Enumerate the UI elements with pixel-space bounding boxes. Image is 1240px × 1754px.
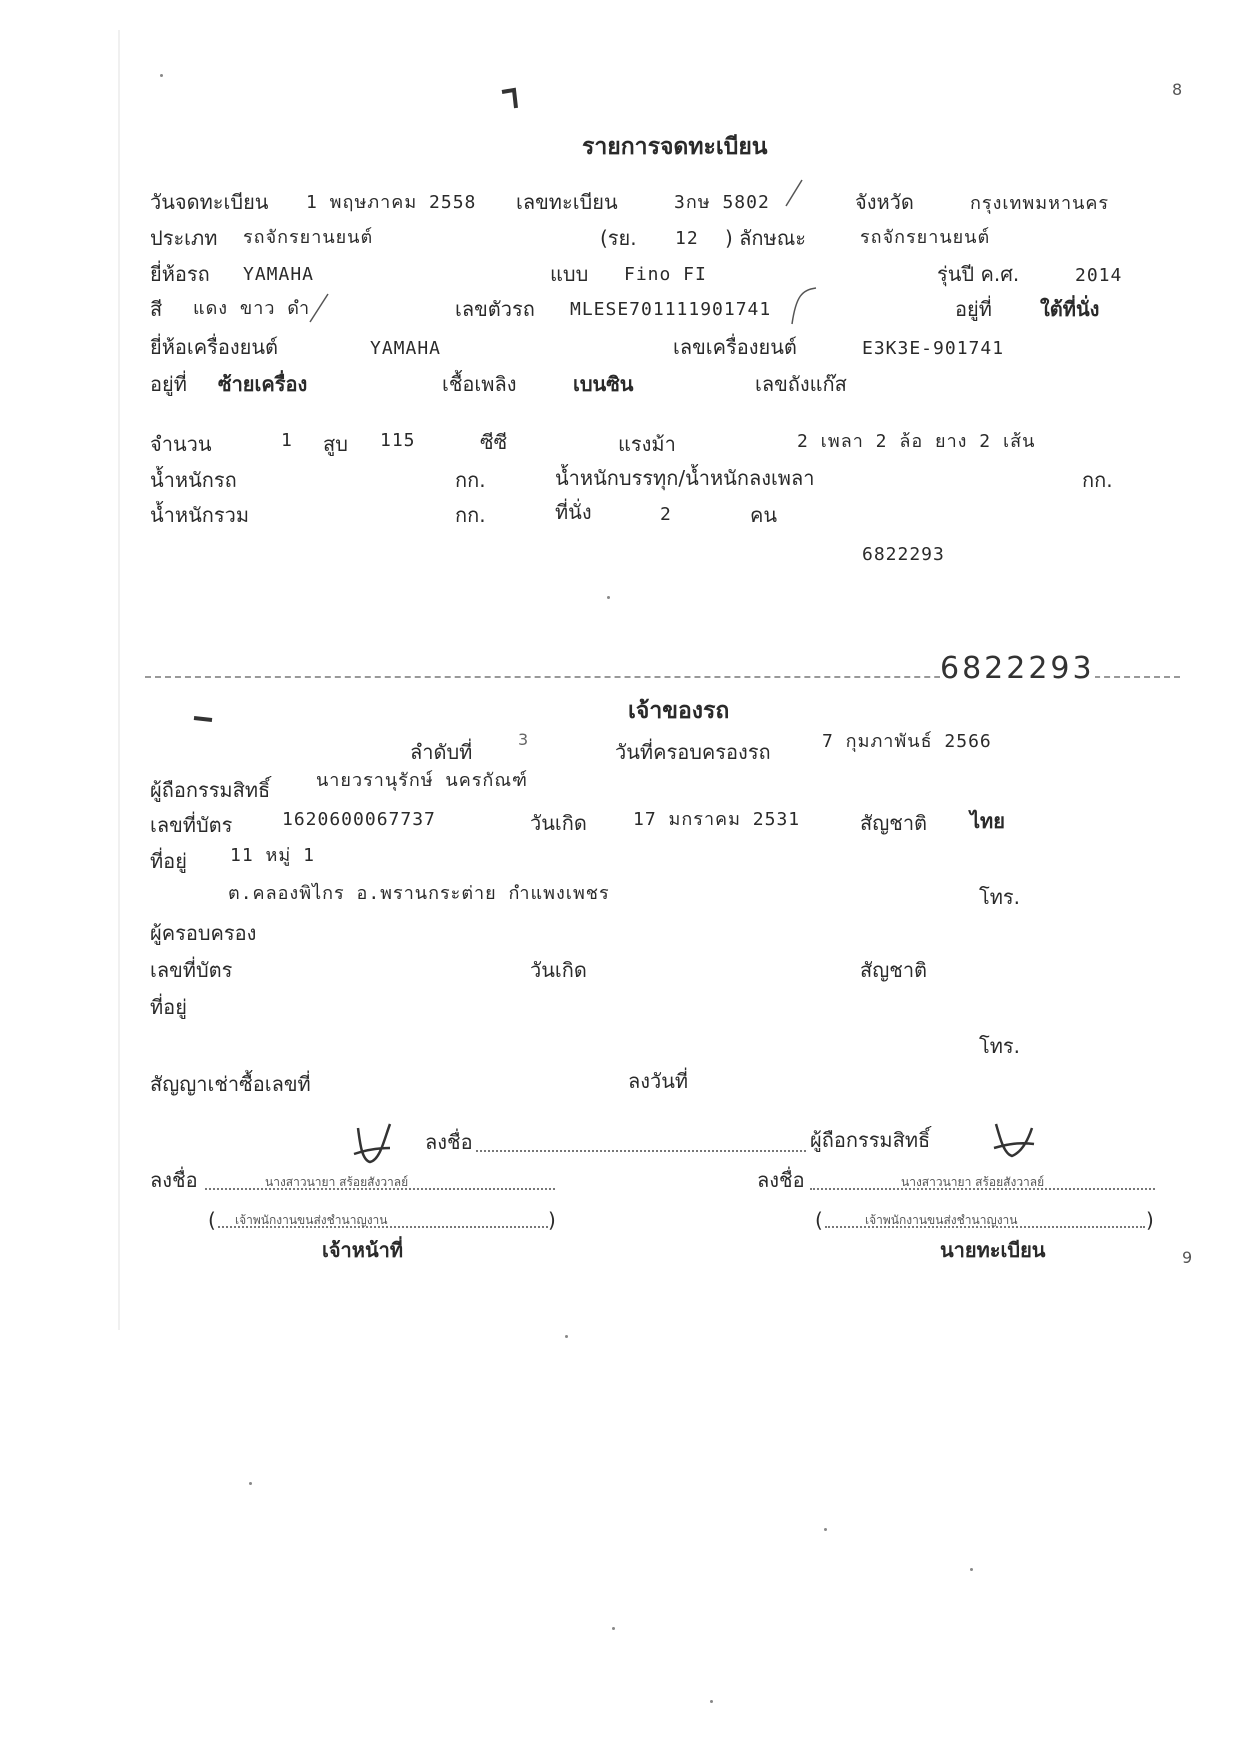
cylinders-value: 1 <box>281 430 293 451</box>
persons-label: คน <box>750 503 778 527</box>
fuel-label: เชื้อเพลิง <box>442 372 517 396</box>
scan-speck <box>607 596 610 599</box>
pen-tick-mark <box>788 286 818 326</box>
scan-margin-shadow <box>118 30 120 1330</box>
holder-name: นายวรานุรักษ์ นครกัณฑ์ <box>316 770 528 791</box>
engine-brand-value: YAMAHA <box>370 338 442 359</box>
style-value: รถจักรยานยนต์ <box>860 227 991 248</box>
scan-speck <box>565 1335 568 1338</box>
sequence-value: 3 <box>518 730 529 749</box>
possessor-dob-label: วันเกิด <box>530 958 587 982</box>
horsepower-label: แรงม้า <box>618 432 676 456</box>
dob-value: 17 มกราคม 2531 <box>633 809 801 830</box>
axles-value: 2 เพลา 2 ล้อ ยาง 2 เส้น <box>797 431 1036 452</box>
vin-value: MLESE701111901741 <box>570 299 772 320</box>
type-label: ประเภท <box>150 226 218 250</box>
officer-name: นางสาวนายา สร้อยสังวาลย์ <box>262 1176 411 1188</box>
possessor-address-label: ที่อยู่ <box>150 995 187 1019</box>
model-value: Fino FI <box>624 264 707 285</box>
scan-speck <box>710 1700 713 1703</box>
color-label: สี <box>150 297 163 321</box>
type-value: รถจักรยานยนต์ <box>243 227 374 248</box>
scan-speck <box>249 1482 252 1485</box>
signature-scribble-left <box>350 1120 394 1166</box>
engine-no-value: E3K3E-901741 <box>862 338 1005 359</box>
id-card-value: 1620600067737 <box>282 809 436 830</box>
scan-mark <box>192 712 216 724</box>
phone-label: โทร. <box>979 885 1021 909</box>
possessor-label: ผู้ครอบครอง <box>150 921 257 945</box>
count-label: จำนวน <box>150 432 212 456</box>
registrar-title-paren-open: ( <box>815 1208 823 1232</box>
address-label: ที่อยู่ <box>150 849 187 873</box>
holder-sign-line <box>476 1150 806 1152</box>
officer-title-paren-close: ) <box>548 1208 556 1232</box>
officer-title-paren-open: ( <box>208 1208 216 1232</box>
scan-speck <box>612 1627 615 1630</box>
page-number-bottom: 9 <box>1182 1248 1193 1267</box>
province-label: จังหวัด <box>855 190 914 214</box>
nationality-label: สัญชาติ <box>860 811 928 835</box>
engine-brand-label: ยี่ห้อเครื่องยนต์ <box>150 335 279 359</box>
dob-label: วันเกิด <box>530 811 587 835</box>
nationality-value: ไทย <box>970 809 1005 833</box>
address-line-1: 11 หมู่ 1 <box>230 845 315 866</box>
pen-tick-mark <box>308 292 330 324</box>
vehicle-weight-label: น้ำหนักรถ <box>150 468 237 492</box>
sequence-label: ลำดับที่ <box>410 740 473 764</box>
plate-label: เลขทะเบียน <box>516 190 618 214</box>
holder-sign-label: ลงชื่อ <box>425 1130 473 1154</box>
vin-location-label: อยู่ที่ <box>955 297 992 321</box>
officer-title-small: เจ้าพนักงานขนส่งชำนาญงาน <box>232 1214 391 1226</box>
color-value: แดง ขาว ดำ <box>193 298 311 319</box>
engine-no-label: เลขเครื่องยนต์ <box>673 335 797 359</box>
load-weight-label: น้ำหนักบรรทุก/น้ำหนักลงเพลา <box>555 466 815 490</box>
vin-label: เลขตัวรถ <box>455 297 535 321</box>
holder-label: ผู้ถือกรรมสิทธิ์ <box>150 778 271 802</box>
signature-scribble-right <box>990 1118 1036 1162</box>
kg-unit: กก. <box>455 468 486 492</box>
fuel-value: เบนซิน <box>573 372 634 396</box>
scan-speck <box>160 74 163 77</box>
style-label: ) ลักษณะ <box>725 226 807 250</box>
registrar-sign-label: ลงชื่อ <box>757 1168 805 1192</box>
registrar-title-paren-close: ) <box>1146 1208 1154 1232</box>
hire-purchase-label: สัญญาเช่าซื้อเลขที่ <box>150 1072 311 1096</box>
officer-role: เจ้าหน้าที่ <box>322 1238 404 1262</box>
year-value: 2014 <box>1075 265 1123 286</box>
brand-label: ยี่ห้อรถ <box>150 262 210 286</box>
owner-heading: เจ้าของรถ <box>628 698 730 724</box>
contract-date-label: ลงวันที่ <box>628 1069 689 1093</box>
brand-value: YAMAHA <box>243 264 315 285</box>
kg-unit: กก. <box>455 503 486 527</box>
code-value: 12 <box>675 228 699 249</box>
possession-date-label: วันที่ครอบครองรถ <box>615 740 771 764</box>
possessor-nationality-label: สัญชาติ <box>860 958 928 982</box>
vin-location-value: ใต้ที่นั่ง <box>1040 297 1100 321</box>
engine-location-value: ซ้ายเครื่อง <box>218 372 308 396</box>
total-weight-label: น้ำหนักรวม <box>150 503 250 527</box>
seats-label: ที่นั่ง <box>555 500 592 524</box>
province-value: กรุงเทพมหานคร <box>970 193 1110 214</box>
registration-heading: รายการจดทะเบียน <box>582 134 768 160</box>
id-card-label: เลขที่บัตร <box>150 813 233 837</box>
form-serial-number: 6822293 <box>862 544 945 565</box>
address-line-2: ต.คลองพิไกร อ.พรานกระต่าย กำแพงเพชร <box>228 883 610 904</box>
engine-location-label: อยู่ที่ <box>150 372 187 396</box>
year-label: รุ่นปี ค.ศ. <box>937 262 1020 286</box>
possessor-phone-label: โทร. <box>979 1034 1021 1058</box>
possessor-id-label: เลขที่บัตร <box>150 958 233 982</box>
officer-sign-label: ลงชื่อ <box>150 1168 198 1192</box>
cc-label: ซีซี <box>480 430 508 454</box>
scan-speck <box>824 1528 827 1531</box>
seats-value: 2 <box>660 504 672 525</box>
pen-tick-mark <box>782 178 806 208</box>
scan-mark <box>500 86 522 112</box>
registrar-role: นายทะเบียน <box>940 1238 1046 1262</box>
cylinders-label: สูบ <box>323 432 348 456</box>
gas-tank-label: เลขถังแก๊ส <box>755 372 847 396</box>
plate-value: 3กษ 5802 <box>674 192 770 213</box>
holder-sign-suffix: ผู้ถือกรรมสิทธิ์ <box>810 1128 931 1152</box>
reg-date-value: 1 พฤษภาคม 2558 <box>306 192 477 213</box>
possession-date-value: 7 กุมภาพันธ์ 2566 <box>822 731 992 752</box>
page-number-top: 8 <box>1172 80 1183 99</box>
scan-speck <box>970 1568 973 1571</box>
model-label: แบบ <box>550 262 589 286</box>
cc-value: 115 <box>380 430 416 451</box>
reg-date-label: วันจดทะเบียน <box>150 190 269 214</box>
kg-unit: กก. <box>1082 468 1113 492</box>
registrar-title-small: เจ้าพนักงานขนส่งชำนาญงาน <box>862 1214 1021 1226</box>
serial-stamp: 6822293 <box>940 651 1095 686</box>
registrar-name: นางสาวนายา สร้อยสังวาลย์ <box>898 1176 1047 1188</box>
code-open: (รย. <box>600 226 637 250</box>
